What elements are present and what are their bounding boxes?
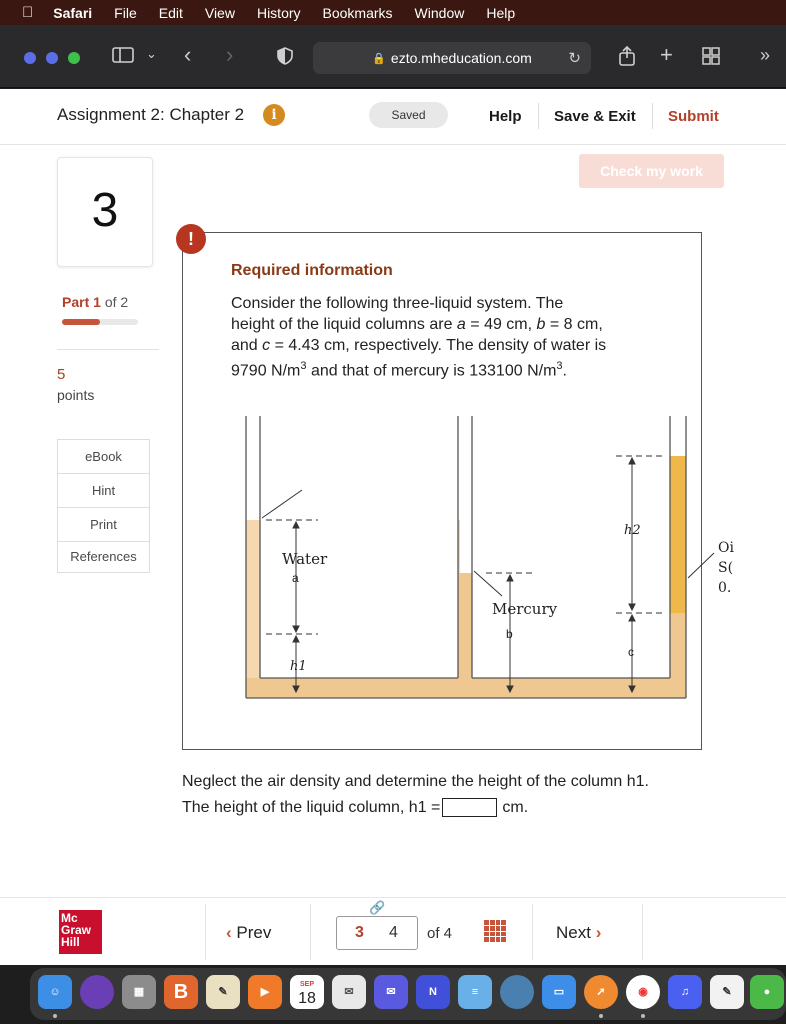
header-divider [652, 103, 653, 129]
question-grid-icon[interactable] [484, 920, 506, 942]
privacy-shield-icon[interactable] [277, 47, 293, 70]
problem-line: 9790 $N/m^3$ and that of mercury is 133100 $N/m^3$. [231, 360, 567, 380]
task-statement: Neglect the air density and determine the height of the column h1. [182, 773, 649, 790]
alert-icon: ! [176, 224, 206, 254]
ebook-button[interactable]: eBook [58, 440, 149, 474]
mercury-fill-right [670, 613, 686, 693]
contacts-icon[interactable] [500, 975, 534, 1009]
c-label: c [628, 645, 634, 659]
bookmarks-app-icon[interactable]: B [164, 975, 198, 1009]
running-indicator [641, 1014, 645, 1018]
problem-line: and c = 4.43 cm, respectively. The density of water is [231, 337, 607, 354]
menu-view[interactable]: View [193, 4, 224, 21]
part-progress-bar [62, 319, 138, 325]
save-exit-button[interactable]: Save & Exit [554, 108, 636, 125]
reload-icon[interactable]: ↻ [568, 50, 581, 67]
next-button[interactable]: Next › [556, 923, 602, 942]
url-text: ezto.mheducation.com [390, 50, 532, 66]
menu-bookmarks[interactable]: Bookmarks [311, 4, 382, 21]
hint-button[interactable]: Hint [58, 474, 149, 508]
h1-label: h1 [290, 659, 307, 674]
oil-label-3: 0. [718, 580, 732, 596]
question-tools [57, 439, 150, 573]
tab-overview-icon[interactable] [702, 47, 720, 70]
submit-button[interactable]: Submit [668, 108, 719, 125]
minimize-window-button[interactable] [46, 52, 58, 64]
back-icon[interactable]: ‹ [184, 42, 192, 67]
next-page-number[interactable]: 4 [389, 924, 398, 941]
finder-icon[interactable]: ☺ [38, 975, 72, 1009]
url-bar[interactable] [313, 42, 591, 74]
notes-app-icon[interactable]: ✎ [206, 975, 240, 1009]
saved-badge: Saved [369, 102, 448, 128]
footer-divider [205, 904, 206, 960]
textedit-icon[interactable]: ✎ [710, 975, 744, 1009]
footer-divider [642, 904, 643, 960]
part-current: 1 [93, 294, 101, 310]
b-label: b [506, 627, 513, 641]
h1-answer-input[interactable] [442, 798, 497, 817]
macos-menubar [0, 0, 786, 25]
water-label: Water [282, 550, 328, 568]
chevron-right-icon: › [595, 923, 602, 942]
part-indicator [62, 294, 128, 310]
keynote-icon[interactable]: ▭ [542, 975, 576, 1009]
new-tab-icon[interactable]: + [660, 42, 673, 67]
header-divider [538, 103, 539, 129]
forward-icon[interactable]: › [226, 42, 234, 67]
part-progress-fill [62, 319, 100, 325]
siri-icon[interactable] [80, 975, 114, 1009]
zoom-window-button[interactable] [68, 52, 80, 64]
print-button[interactable]: Print [58, 508, 149, 542]
mercury-fill-middle [458, 573, 472, 690]
sidebar-toggle-icon[interactable] [112, 46, 134, 69]
chevron-down-icon[interactable]: ⌄ [146, 46, 157, 61]
lock-icon: 🔒 [372, 52, 386, 65]
menu-history[interactable]: History [245, 4, 290, 21]
launchpad-icon[interactable]: ▦ [122, 975, 156, 1009]
current-page: 3 [355, 924, 364, 941]
footer-divider [310, 904, 311, 960]
menu-edit[interactable]: Edit [147, 4, 172, 21]
running-indicator [53, 1014, 57, 1018]
running-indicator [599, 1014, 603, 1018]
mercury-fill-bottom [246, 678, 686, 698]
points-label: points [57, 387, 95, 403]
mcgraw-hill-logo: Mc Graw Hill [59, 910, 102, 954]
menu-app-name[interactable]: Safari [42, 4, 81, 21]
h2-label: h2 [624, 523, 641, 538]
question-number: 3 [57, 157, 153, 267]
close-window-button[interactable] [24, 52, 36, 64]
assignment-header [0, 89, 786, 145]
chrome-icon[interactable]: ◉ [626, 975, 660, 1009]
footer-divider [532, 904, 533, 960]
part-of: of 2 [104, 294, 129, 310]
sidebar-divider [57, 349, 159, 350]
check-my-work-button[interactable]: Check my work [579, 154, 724, 188]
menu-help[interactable]: Help [475, 4, 504, 21]
video-app-icon[interactable]: ▶ [248, 975, 282, 1009]
web-page [0, 89, 786, 965]
notes-icon[interactable]: ≡ [458, 975, 492, 1009]
problem-line: Consider the following three-liquid system. The [231, 295, 564, 312]
assignment-title: Assignment 2: Chapter 2 [57, 105, 245, 124]
mercury-label: Mercury [492, 600, 558, 618]
answer-row [182, 798, 528, 817]
oil-label-1: Oi [718, 540, 734, 556]
notion-icon[interactable]: N [416, 975, 450, 1009]
menu-window[interactable]: Window [403, 4, 454, 21]
pages-icon[interactable]: ● [750, 975, 784, 1009]
more-chevrons-icon[interactable]: » [760, 45, 771, 65]
chevron-left-icon: ‹ [226, 923, 232, 942]
calendar-icon[interactable]: SEP 18 [290, 975, 324, 1009]
link-icon: 🔗 [366, 900, 388, 916]
share-icon[interactable] [618, 45, 636, 72]
music-icon[interactable]: ♫ [668, 975, 702, 1009]
references-button[interactable]: References [70, 549, 137, 564]
safari-icon[interactable]: ➚ [584, 975, 618, 1009]
a-label: a [292, 571, 299, 585]
problem-statement [231, 293, 671, 381]
macos-dock [30, 968, 786, 1020]
middle-tank-interior [472, 416, 670, 678]
answer-unit: cm. [502, 798, 529, 816]
prev-button[interactable]: ‹ Prev [226, 923, 272, 942]
oil-label-2: S( [718, 560, 734, 576]
part-word: Part [62, 294, 90, 310]
info-icon[interactable]: i [263, 104, 285, 126]
mail-icon[interactable]: ✉ [332, 975, 366, 1009]
three-liquid-figure [232, 416, 734, 706]
help-button[interactable]: Help [489, 108, 522, 125]
page-selector[interactable] [336, 916, 418, 950]
page-total: of 4 [427, 925, 453, 942]
apple-icon[interactable] [22, 4, 33, 21]
required-info-title: Required information [231, 262, 393, 279]
answer-prefix: The height of the liquid column, h1 = [182, 798, 441, 816]
menu-file[interactable]: File [102, 4, 126, 21]
question-navigation [0, 897, 786, 965]
oil-fill [670, 456, 686, 613]
messages-icon[interactable]: ✉ [374, 975, 408, 1009]
points-value: 5 [57, 366, 66, 383]
problem-line: height of the liquid columns are a = 49 cm, b = 8 cm, [231, 316, 603, 333]
